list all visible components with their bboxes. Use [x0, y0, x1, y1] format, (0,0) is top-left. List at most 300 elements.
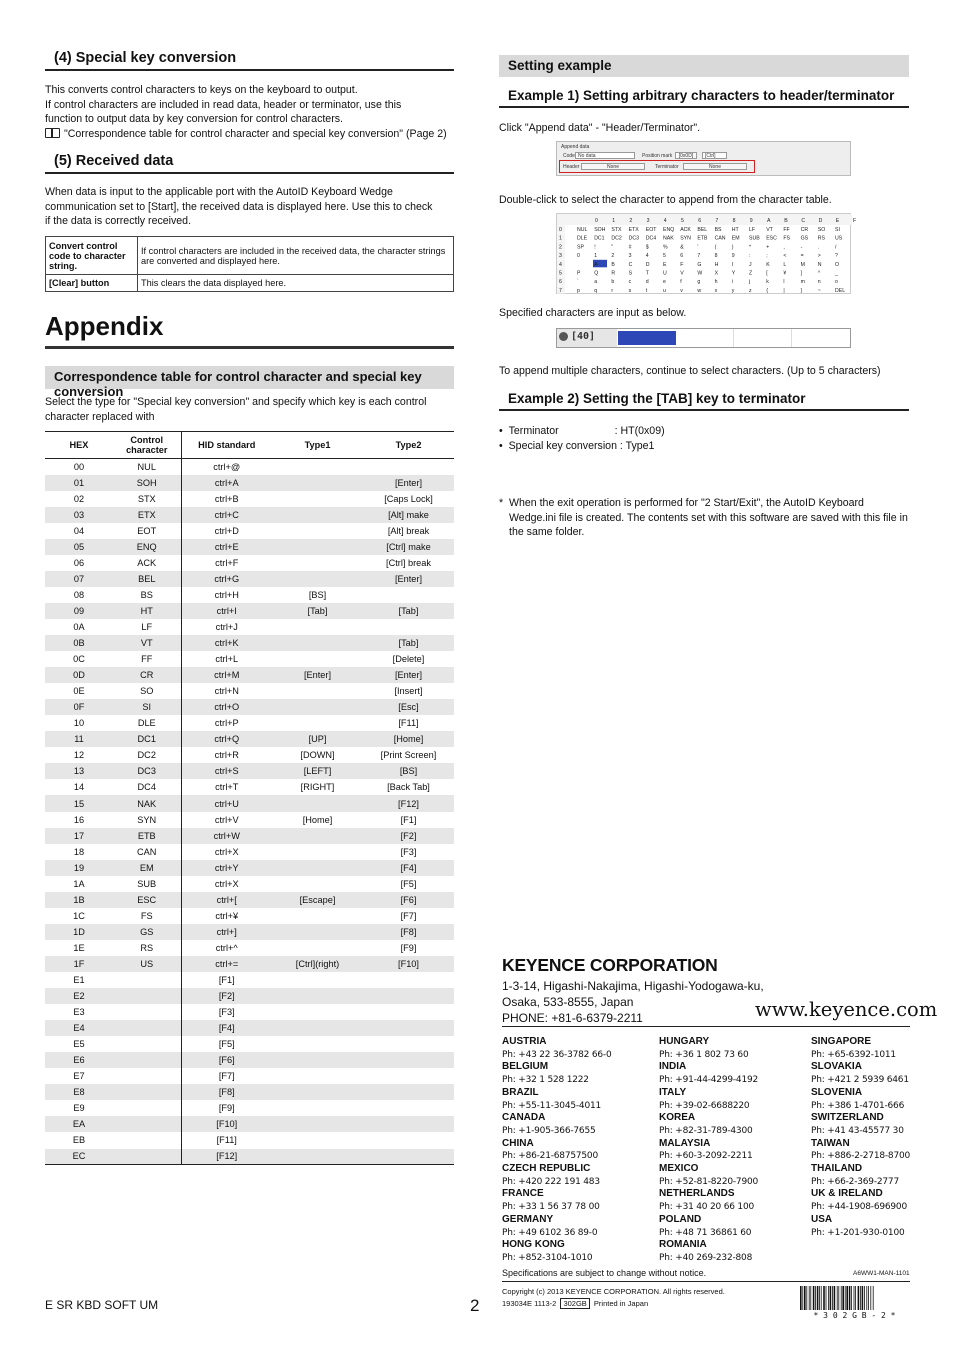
barcode-bar [873, 1286, 874, 1310]
table-row [45, 1052, 454, 1068]
table-cell: ctrl+G [181, 571, 272, 587]
header-label: Header [563, 164, 580, 170]
table-cell [113, 1084, 181, 1100]
country-phone: Ph: +44-1908-696900 [811, 1202, 907, 1213]
barcode-bar [849, 1286, 851, 1310]
barcode-bar [866, 1286, 867, 1310]
char-cell: S [628, 270, 633, 277]
exit-note: * When the exit operation is performed for "2 Start/Exit", the AutoID Keyboard Wedge.ini file is created. The contents set with this software are saved with this file in the same folder. [499, 497, 908, 539]
table-cell [272, 507, 363, 523]
table-cell [272, 908, 363, 924]
example-2-bullets [499, 424, 665, 453]
table-cell: ctrl+V [214, 814, 239, 825]
table-cell [272, 619, 363, 635]
table-cell: 1A [73, 878, 85, 889]
country-name: USA [811, 1213, 833, 1225]
table-cell: [Delete] [392, 654, 425, 665]
section-5-title: (5) Received data [45, 153, 454, 174]
table-cell: ctrl+@ [213, 461, 241, 472]
country-phone: Ph: +55-11-3045-4011 [502, 1100, 602, 1111]
header-button[interactable]: None [581, 163, 645, 170]
country-phone: Ph: +31 40 20 66 100 [659, 1202, 754, 1213]
char-cell: x [714, 287, 718, 294]
char-cell: 5 [663, 253, 666, 260]
table-cell: E9 [73, 1103, 85, 1114]
char-cell: Z [749, 270, 753, 277]
table-row [45, 988, 454, 1004]
char-cell: SUB [749, 235, 760, 242]
barcode-bar [809, 1286, 810, 1310]
table-cell: ESC [113, 892, 181, 908]
char-cell: _ [835, 270, 838, 277]
barcode-bar [851, 1286, 852, 1310]
table-cell: [F4] [181, 1020, 272, 1036]
char-cell: FS [783, 235, 791, 242]
table-cell [272, 860, 363, 876]
table-cell [363, 1084, 454, 1100]
table-cell: 15 [45, 795, 113, 811]
char-cell: 6 [680, 253, 684, 260]
table-cell: [F5] [218, 1039, 235, 1050]
table-row [45, 683, 454, 699]
char-cell: 8 [714, 253, 718, 260]
char-cell: ! [594, 244, 596, 251]
table-cell: [Enter] [363, 475, 454, 491]
table-cell: DC3 [113, 763, 181, 779]
table-cell: BS [113, 587, 181, 603]
barcode-bar [802, 1286, 803, 1310]
table-cell: [F6] [181, 1052, 272, 1068]
table-cell: SUB [113, 876, 181, 892]
table-row [45, 1100, 454, 1116]
char-cell: LF [749, 227, 756, 233]
manual-reference-icon [45, 128, 60, 138]
table-cell [363, 1004, 454, 1020]
table-cell: [Home] [363, 731, 454, 747]
table-cell [272, 828, 363, 844]
char-cell: H [714, 261, 719, 268]
table-cell [272, 940, 363, 956]
char-cell: * [749, 244, 752, 251]
table-row [45, 1132, 454, 1148]
table-row [45, 876, 454, 892]
table-row [45, 1020, 454, 1036]
char-cell: DEL [835, 287, 846, 294]
char-cell: l [783, 279, 785, 286]
table-row [45, 459, 454, 475]
table-cell: EB [72, 1135, 86, 1146]
char-cell: FF [783, 227, 790, 233]
table-cell: ctrl+B [214, 493, 239, 504]
char-cell: q [594, 287, 598, 294]
table-row [45, 539, 454, 555]
table-cell [272, 699, 363, 715]
table-cell: NUL [113, 459, 181, 475]
char-cell: SP [577, 244, 584, 251]
country-name: MEXICO [659, 1163, 699, 1175]
table-cell: ctrl+^ [215, 942, 238, 953]
char-cell: NUL [577, 227, 588, 233]
table-row [45, 587, 454, 603]
col-header-control: Control character [113, 432, 181, 459]
char-cell: ` [577, 279, 579, 286]
barcode-bar [828, 1286, 829, 1310]
example-1-dblclick: Double-click to select the character to append from the character table. [499, 194, 832, 206]
country-phone: Ph: +86-21-68757500 [502, 1151, 598, 1162]
table-cell [272, 1052, 363, 1068]
table-row [45, 475, 454, 491]
table-row [45, 635, 454, 651]
char-cell: s [628, 287, 632, 294]
page-reference[interactable]: "Correspondence table for control character and special key conversion" (Page 2) [45, 127, 457, 142]
spec-note: Specifications are subject to change without notice. [502, 1268, 707, 1278]
country-phone: Ph: +1-201-930-0100 [811, 1227, 905, 1238]
table-cell [272, 491, 363, 507]
char-cell: B [611, 261, 615, 268]
table-row [45, 651, 454, 667]
table-row [45, 972, 454, 988]
char-cell: HT [731, 227, 739, 233]
table-cell: [F10] [363, 956, 454, 972]
table-cell [113, 972, 181, 988]
table-cell [272, 459, 363, 475]
column-header: E [835, 218, 840, 224]
table-cell: US [113, 956, 181, 972]
table-cell: [F12] [363, 795, 454, 811]
header-bg [557, 214, 852, 225]
char-cell: G [697, 261, 702, 268]
barcode-bar [854, 1286, 855, 1310]
copyright: Copyright (c) 2013 KEYENCE CORPORATION. All rights reserved. [502, 1287, 725, 1296]
table-cell: 1E [73, 942, 85, 953]
table-row [45, 715, 454, 731]
char-cell: A [594, 261, 598, 268]
char-cell: DC4 [645, 235, 657, 242]
table-cell [272, 844, 363, 860]
table-cell [363, 1116, 454, 1132]
table-cell: [Tab] [363, 603, 454, 619]
table-cell: NAK [113, 795, 181, 811]
example-1-specified: Specified characters are input as below. [499, 307, 687, 319]
char-cell: CR [800, 227, 809, 233]
table-cell: E7 [73, 1071, 85, 1082]
country-name: HONG KONG [502, 1239, 565, 1251]
char-cell: EM [731, 235, 740, 242]
column-header: 1 [612, 218, 616, 224]
char-cell: e [663, 279, 666, 286]
table-cell: [BS] [308, 589, 327, 600]
country-phone: Ph: +420 222 191 483 [502, 1176, 600, 1187]
char-cell: , [783, 244, 785, 251]
input-selection [618, 331, 676, 345]
char-cell: ' [697, 244, 699, 251]
barcode-bar [842, 1286, 844, 1310]
table-cell: 05 [45, 539, 113, 555]
table-row [45, 828, 454, 844]
table-cell [363, 1052, 454, 1068]
table-cell: ENQ [113, 539, 181, 555]
char-cell: m [800, 279, 805, 286]
table-cell [113, 1149, 181, 1165]
char-cell: : [749, 253, 751, 260]
input-preview-screenshot [556, 328, 851, 348]
table-cell: [UP] [272, 731, 363, 747]
example-1-click: Click "Append data" - "Header/Terminator". [499, 122, 701, 134]
char-cell: c [628, 279, 632, 286]
country-phone: Ph: +32 1 528 1222 [502, 1075, 589, 1086]
table-cell: DLE [113, 715, 181, 731]
country-phone: Ph: +1-905-366-7655 [502, 1125, 596, 1136]
char-cell: ESC [766, 235, 777, 242]
table-cell: ETX [113, 507, 181, 523]
received-data-table [45, 236, 454, 292]
terminator-button[interactable]: None [683, 163, 747, 170]
char-cell: w [697, 287, 702, 294]
country-phone: Ph: +82-31-789-4300 [659, 1125, 753, 1136]
table-cell: 1B [45, 892, 113, 908]
char-cell: r [611, 287, 614, 294]
table-cell [272, 1132, 363, 1148]
appendix-title: Appendix [45, 311, 454, 349]
table-cell: [Alt] make [363, 507, 454, 523]
code-select[interactable]: No data [575, 152, 635, 159]
table-cell: ctrl+F [215, 557, 239, 568]
barcode-bar [838, 1286, 839, 1310]
char-cell: g [697, 279, 701, 286]
table-cell: [Alt] break [387, 525, 430, 536]
table-cell: [Ctrl] make [363, 539, 454, 555]
table-cell: ctrl+= [181, 956, 272, 972]
table-cell: E5 [73, 1039, 85, 1050]
table-row [45, 795, 454, 811]
table-cell: ETB [113, 828, 181, 844]
table-cell [272, 1020, 363, 1036]
table-row [45, 860, 454, 876]
country-phone: Ph: +48 71 36861 60 [659, 1227, 752, 1238]
char-cell: = [800, 253, 804, 260]
section-4-text [45, 83, 457, 141]
doc-name: E SR KBD SOFT UM [45, 1298, 159, 1312]
table-cell [272, 523, 363, 539]
table-cell: CAN [113, 844, 181, 860]
table-row [45, 1116, 454, 1132]
char-cell: T [645, 270, 649, 277]
table-cell [113, 1036, 181, 1052]
char-cell: ¥ [783, 270, 787, 277]
barcode-bar [826, 1286, 827, 1310]
char-cell: " [611, 244, 614, 251]
table-cell [113, 1068, 181, 1084]
country-phone: Ph: +60-3-2092-2211 [659, 1151, 753, 1162]
column-header: 7 [715, 218, 719, 224]
char-cell: 0 [577, 253, 580, 260]
table-cell [363, 459, 454, 475]
table-cell: 0C [73, 654, 85, 665]
row-header: 6 [559, 279, 562, 286]
barcode-bar [800, 1286, 802, 1310]
table-cell: 06 [73, 557, 85, 568]
char-cell: ~ [817, 287, 821, 294]
example-1-multiple: To append multiple characters, continue to select characters. (Up to 5 characters) [499, 365, 881, 377]
table-cell [272, 795, 363, 811]
column-header: F [853, 218, 857, 224]
table-cell: 08 [73, 589, 85, 600]
char-cell: y [731, 287, 735, 294]
char-cell: N [817, 261, 822, 268]
table-row [45, 571, 454, 587]
country-phone: Ph: +39-02-6688220 [659, 1100, 750, 1111]
table-cell [363, 619, 454, 635]
country-name: ROMANIA [659, 1239, 707, 1251]
bullet-item: • Terminator : HT(0x09) [499, 425, 665, 437]
ctrl-field[interactable]: [Ctrl] [702, 152, 727, 159]
char-cell: d [645, 279, 649, 286]
table-cell: FS [113, 908, 181, 924]
char-cell: 1 [594, 253, 598, 260]
keyence-name: KEYENCE CORPORATION [502, 955, 718, 975]
char-cell: E [663, 261, 667, 268]
table-cell: [F2] [181, 988, 272, 1004]
char-cell: O [835, 261, 840, 268]
table-cell: [F5] [400, 878, 417, 889]
table-cell: ctrl+D [214, 525, 239, 536]
section-5-text: When data is input to the applicable port with the AutoID Keyboard Wedge communication set to [Start], the received data is displayed here. Use this to check if the data is correctly received. [45, 186, 433, 228]
char-cell: $ [645, 244, 649, 251]
table-row [45, 892, 454, 908]
table-cell: [Back Tab] [387, 782, 430, 793]
char-cell: M [800, 261, 805, 268]
char-cell: SO [817, 227, 826, 233]
correspondence-table-title: Correspondence table for control character and special key conversion [45, 366, 454, 389]
char-cell: # [628, 244, 632, 251]
table-cell: FF [113, 651, 181, 667]
table-cell: [DOWN] [300, 750, 335, 761]
char-cell: % [663, 244, 668, 251]
column-header: 9 [749, 218, 753, 224]
char-cell: I [731, 261, 734, 268]
column-header: C [801, 218, 806, 224]
table-cell: ctrl+T [215, 782, 239, 793]
table-cell [363, 1149, 454, 1165]
table-cell: [LEFT] [272, 763, 363, 779]
divider [502, 1281, 910, 1282]
col-header-hex: HEX [45, 432, 113, 459]
table-cell: [F3] [218, 1007, 235, 1018]
table-cell: ctrl+N [214, 686, 239, 697]
table-cell: ctrl+O [181, 699, 272, 715]
table-cell [363, 1132, 454, 1148]
char-cell: | [783, 287, 785, 294]
row-header: 0 [559, 227, 562, 233]
table-cell: SO [113, 683, 181, 699]
cr-button[interactable]: [0x0D] [675, 152, 697, 159]
country-list-1 [502, 1036, 611, 1265]
keyence-website[interactable]: www.keyence.com [755, 998, 938, 1021]
table-cell: E3 [73, 1007, 85, 1018]
table-cell: E2 [45, 988, 113, 1004]
doc-code: A6WW1-MAN-1101 [853, 1270, 910, 1277]
table-cell [272, 1084, 363, 1100]
char-cell: R [611, 270, 616, 277]
country-name: FRANCE [502, 1188, 544, 1200]
table-cell: DC2 [113, 747, 181, 763]
char-cell: NAK [663, 235, 674, 242]
country-name: CHINA [502, 1137, 534, 1149]
char-cell: f [680, 279, 682, 286]
table-cell: ctrl+[ [181, 892, 272, 908]
table-cell: EA [45, 1116, 113, 1132]
correspondence-table [45, 431, 454, 1165]
barcode-bar [821, 1286, 822, 1310]
table-cell [113, 1052, 181, 1068]
table-cell: ctrl+X [214, 878, 239, 889]
char-cell: k [766, 279, 769, 286]
table-cell: [F12] [181, 1149, 272, 1165]
row-header: 7 [559, 287, 562, 294]
table-cell [272, 555, 363, 571]
barcode-bar [810, 1286, 811, 1310]
table-cell: [F9] [218, 1103, 235, 1114]
table-cell [272, 475, 363, 491]
table-cell [113, 1004, 181, 1020]
char-cell: U [663, 270, 667, 277]
correspondence-rows [45, 459, 454, 1165]
table-row [45, 699, 454, 715]
table-cell: ctrl+H [214, 589, 239, 600]
text-line: If control characters are included in read data, header or terminator, use this [45, 98, 402, 111]
table-cell [363, 988, 454, 1004]
char-cell: F [680, 261, 684, 268]
column-header: 3 [646, 218, 650, 224]
table-cell [272, 1149, 363, 1165]
table-cell: 02 [73, 493, 85, 504]
table-cell: [Print Screen] [380, 750, 437, 761]
country-name: CANADA [502, 1112, 546, 1124]
table-cell: SYN [113, 812, 181, 828]
table-row [45, 507, 454, 523]
country-name: SLOVENIA [811, 1086, 863, 1098]
table-cell [272, 571, 363, 587]
table-cell: 00 [73, 461, 85, 472]
table-cell: 01 [45, 475, 113, 491]
table-cell: ctrl+J [215, 621, 238, 632]
example-1-title: Example 1) Setting arbitrary characters to header/terminator [499, 88, 909, 108]
barcode-bar [846, 1286, 848, 1310]
barcode-bar [806, 1286, 807, 1310]
row-header: 2 [559, 244, 562, 251]
barcode-bar [823, 1286, 825, 1310]
table-row [45, 523, 454, 539]
char-cell: & [680, 244, 684, 251]
table-cell [363, 1068, 454, 1084]
char-cell: US [835, 235, 843, 242]
character-table[interactable] [557, 214, 857, 295]
table-cell [272, 972, 363, 988]
char-cell: n [817, 279, 821, 286]
print-info: 193034E 1113-2 302GB Printed in Japan [502, 1299, 649, 1308]
char-cell: CAN [714, 235, 726, 242]
country-phone: Ph: +36 1 802 73 60 [659, 1049, 749, 1060]
char-cell: o [835, 279, 838, 286]
table-cell: BEL [113, 571, 181, 587]
table-cell: [F9] [400, 942, 417, 953]
table-cell: EC [45, 1149, 113, 1165]
char-cell: K [766, 261, 770, 268]
barcode-bar [870, 1286, 871, 1310]
country-phone: Ph: +43 22 36-3782 66-0 [502, 1049, 612, 1060]
table-cell: E6 [45, 1052, 113, 1068]
country-name: CZECH REPUBLIC [502, 1163, 591, 1175]
